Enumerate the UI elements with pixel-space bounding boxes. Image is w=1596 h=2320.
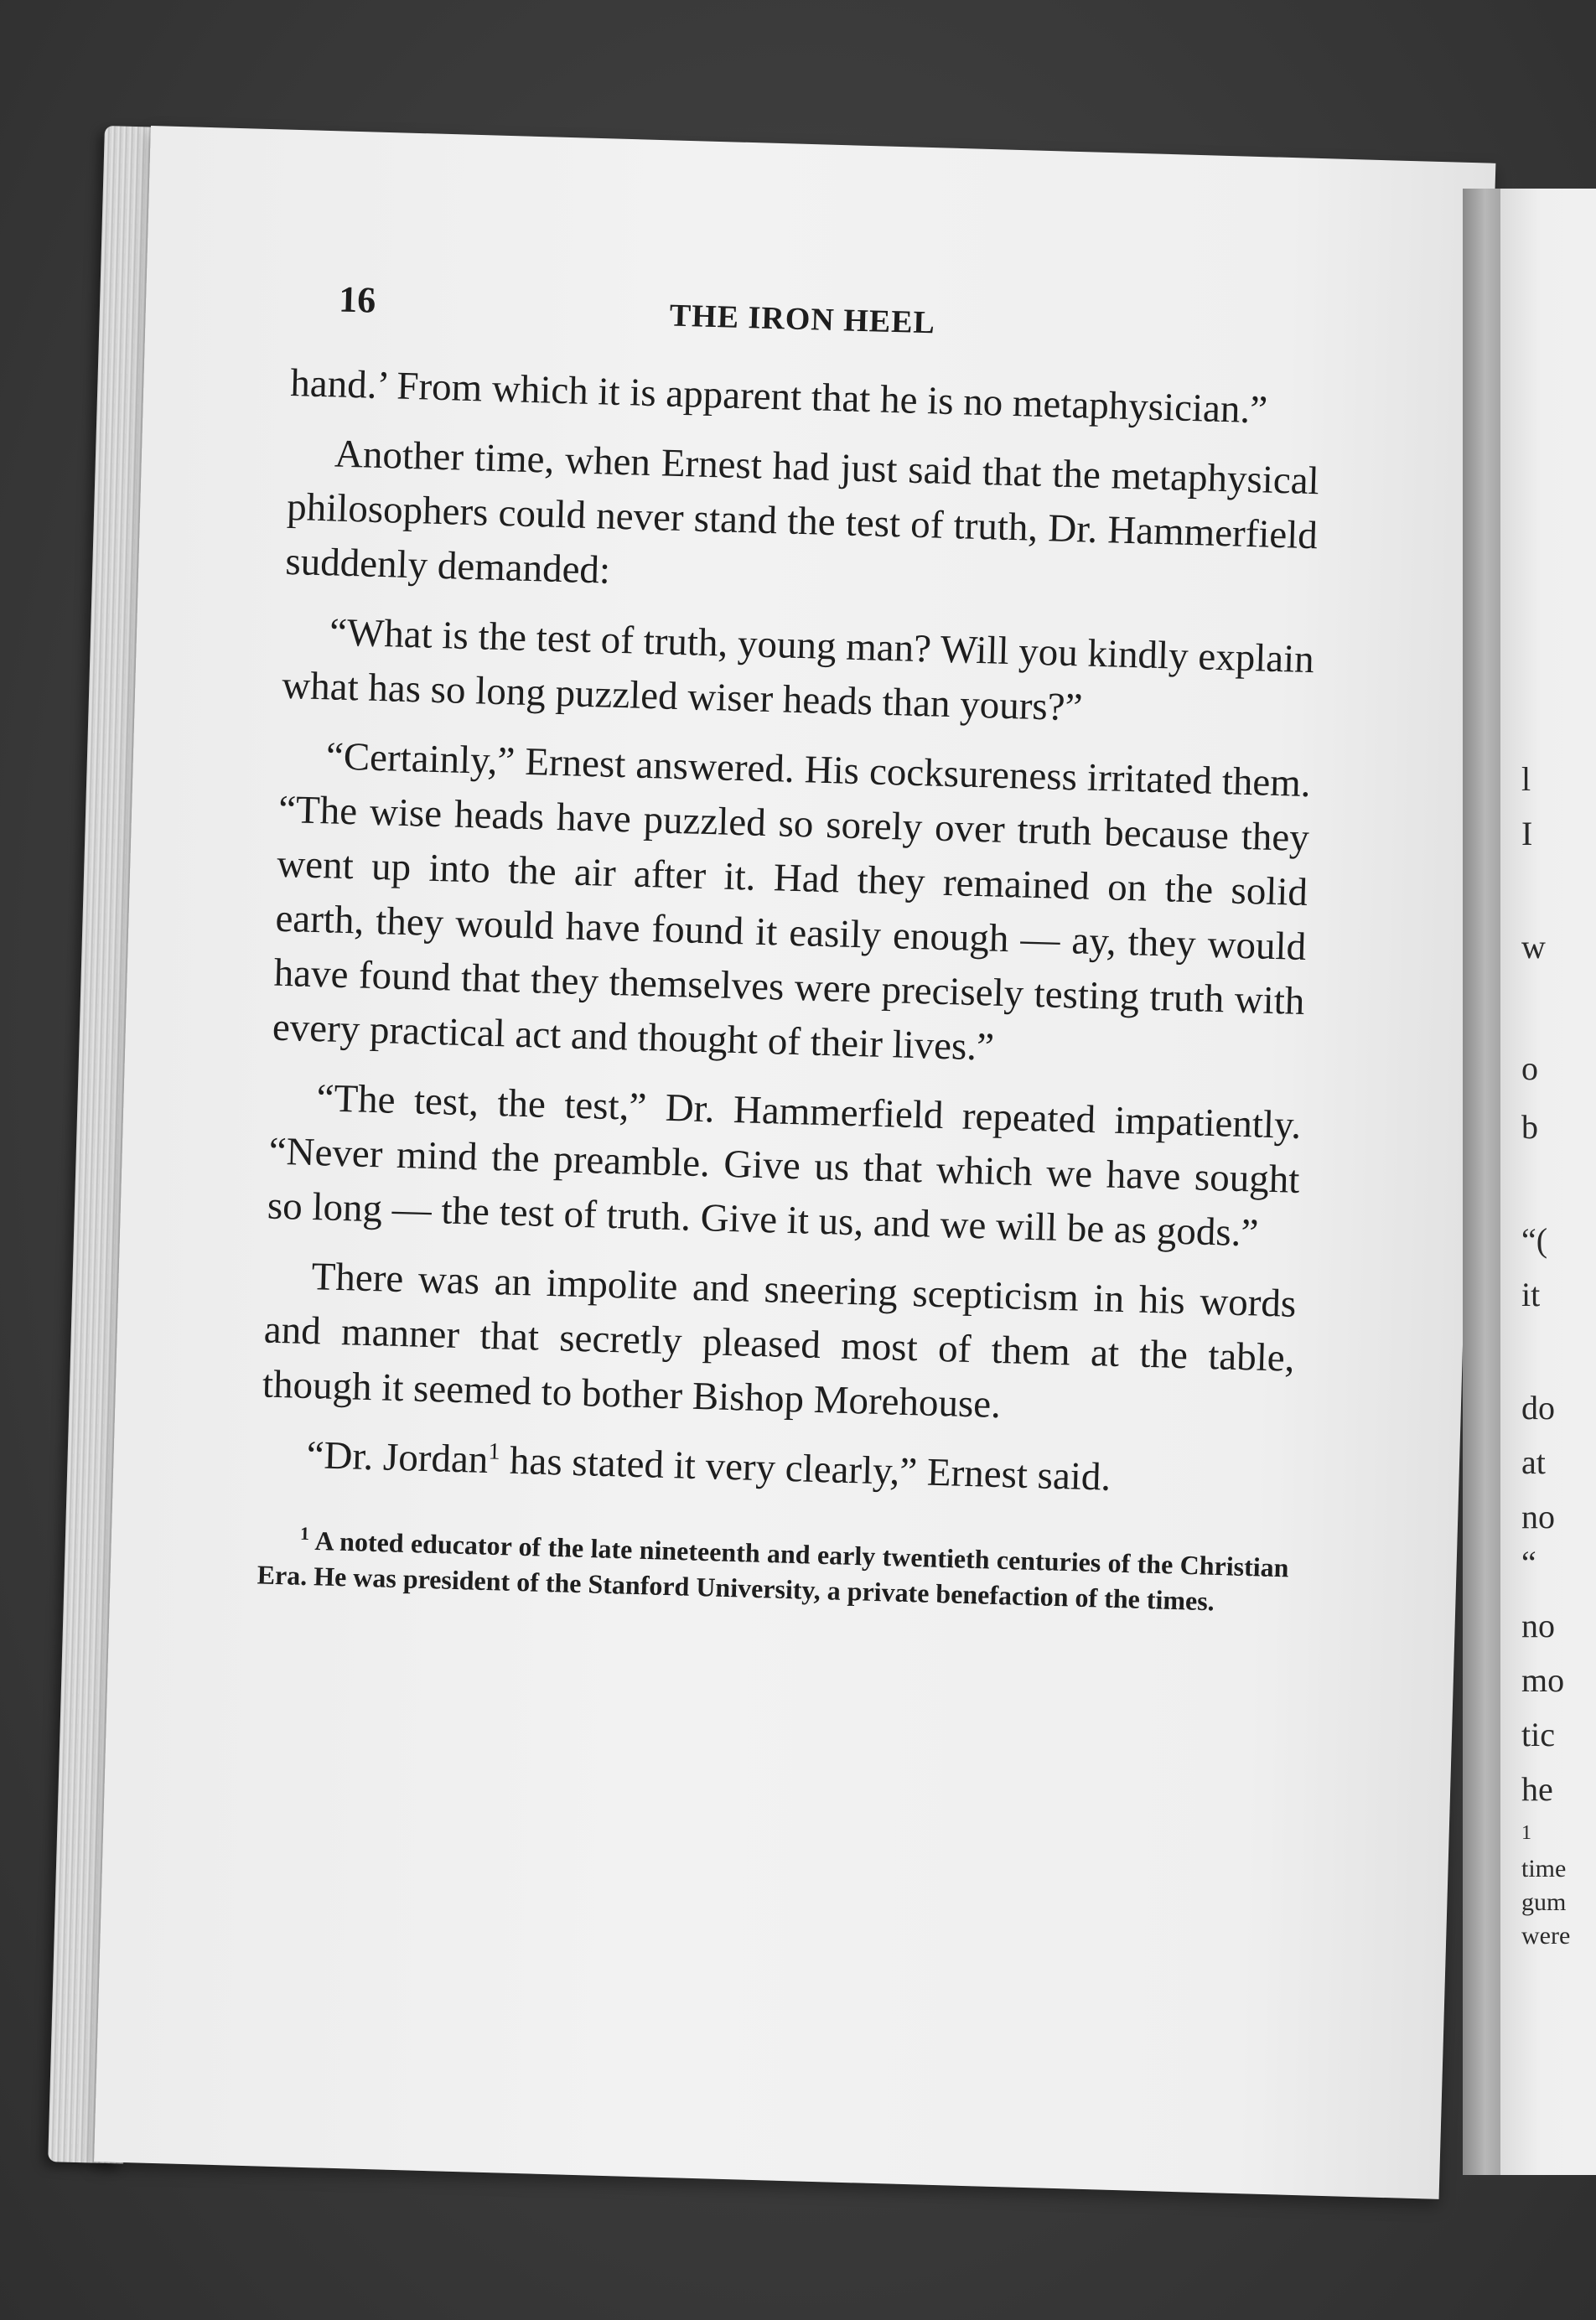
paragraph: “The test, the test,” Dr. Hammerfield repeated impatiently. “Never mind the preamble. Give us that which we have sought so long — the test of truth. Give it us, and we will be as gods.”	[267, 1076, 1302, 1256]
footnote-text: A noted educator of the late nineteenth and early twentieth centuries of the Christian Era. He was president of the Stanford University, a private benefaction of the times.	[256, 1525, 1289, 1616]
body-text	[260, 356, 1322, 1510]
fragment: o	[1521, 1049, 1538, 1087]
fragment: time	[1521, 1855, 1567, 1882]
fragment: tic	[1521, 1716, 1555, 1753]
paragraph: There was an impolite and sneering scepticism in his words and manner that secretly pleased most of them at the table, though it seemed to bother Bishop Morehouse.	[262, 1255, 1297, 1427]
fragment: 1	[1521, 1822, 1531, 1844]
fragment: at	[1521, 1443, 1546, 1481]
footnote-mark: 1	[299, 1522, 310, 1545]
fragment: do	[1521, 1389, 1555, 1427]
fragment: were	[1521, 1922, 1571, 1950]
fragment: gum	[1521, 1888, 1567, 1916]
fragment: mo	[1521, 1661, 1565, 1699]
paragraph: Another time, when Ernest had just said that the metaphysical philosophers could never stand the test of truth, Dr. Hammerfield suddenly demanded:	[284, 432, 1320, 593]
page-text	[256, 277, 1324, 1620]
fragment: he	[1521, 1770, 1553, 1808]
fragment: w	[1521, 928, 1546, 966]
fragment: it	[1521, 1276, 1541, 1313]
fragment: no	[1521, 1607, 1555, 1644]
fragment: “	[1521, 1544, 1536, 1582]
book-title: THE IRON HEEL	[669, 298, 936, 341]
paragraph-text: “Dr. Jordan	[306, 1432, 490, 1483]
fragment: l	[1521, 760, 1531, 798]
fragment: no	[1521, 1498, 1555, 1535]
footnote-reference: 1	[488, 1438, 501, 1465]
paragraph	[260, 1427, 1292, 1510]
paragraph: hand.’ From which it is apparent that he is no metaphysician.”	[289, 360, 1268, 432]
paragraph: “What is the test of truth, young man? Will you kindly explain what has so long puzzled wiser heads than yours?”	[281, 610, 1315, 730]
fragment: b	[1521, 1108, 1538, 1146]
fragment: “(	[1521, 1221, 1548, 1259]
page-number: 16	[338, 278, 376, 321]
paragraph-text: has stated it very clearly,” Ernest said.	[499, 1438, 1112, 1499]
fragment: I	[1521, 815, 1533, 852]
paragraph: “Certainly,” Ernest answered. His cocksureness irritated them. “The wise heads have puzzled so sorely over truth because they went up into the air after it. Had they remained on the solid earth, they would have found it easily enough — ay, they would have found that they themselves were precisely testing truth with every practical act and thought of their lives.”	[272, 734, 1312, 1069]
